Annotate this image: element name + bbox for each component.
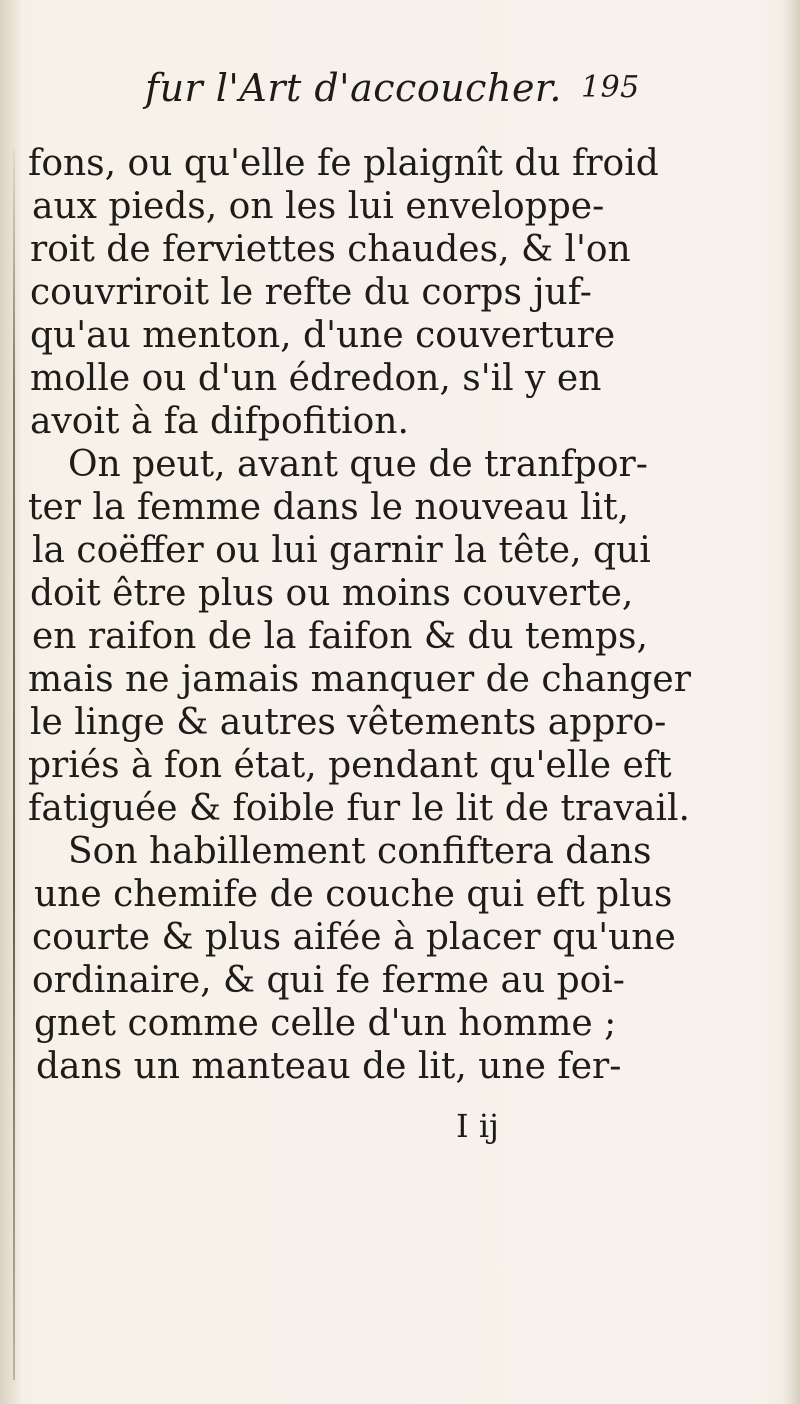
text-line: mais ne jamais manquer de changer: [28, 659, 691, 700]
text-line: en raifon de la faifon & du temps,: [32, 616, 648, 657]
text-line: doit être plus ou moins couverte,: [30, 573, 634, 614]
page-number: 195: [581, 70, 640, 105]
text-line: ordinaire, & qui fe ferme au poi-: [32, 960, 625, 1001]
running-header: [145, 66, 665, 126]
text-line: qu'au menton, d'une couverture: [30, 315, 616, 356]
paragraph-start-line: On peut, avant que de tranfpor-: [68, 444, 648, 485]
paragraph-start-line: Son habillement confiftera dans: [68, 831, 652, 872]
text-line: molle ou d'un édredon, s'il y en: [30, 358, 602, 399]
gutter-shadow-line: [13, 150, 15, 1380]
text-line: aux pieds, on les lui enveloppe-: [32, 186, 605, 227]
page-right-edge: [782, 0, 800, 1404]
text-line: dans un manteau de lit, une fer-: [36, 1046, 622, 1087]
text-line: priés à fon état, pendant qu'elle eft: [28, 745, 672, 786]
text-line: couvriroit le refte du corps juf-: [30, 272, 592, 313]
body-text: [28, 142, 691, 1088]
text-line: roit de ferviettes chaudes, & l'on: [30, 229, 631, 270]
binding-gutter: [0, 0, 22, 1404]
text-line: fatiguée & foible fur le lit de travail.: [28, 788, 690, 829]
text-line: fons, ou qu'elle fe plaignît du froid: [28, 143, 659, 184]
signature-mark: I ij: [456, 1107, 499, 1145]
text-line: courte & plus aifée à placer qu'une: [32, 917, 676, 958]
text-line: le linge & autres vêtements appro-: [30, 702, 667, 743]
text-line: avoit à fa difpofition.: [30, 401, 409, 442]
text-line: une chemife de couche qui eft plus: [34, 874, 673, 915]
running-title: fur l'Art d'accoucher.: [145, 66, 562, 110]
text-line: gnet comme celle d'un homme ;: [34, 1003, 617, 1044]
text-line: ter la femme dans le nouveau lit,: [28, 487, 630, 528]
text-line: la coëffer ou lui garnir la tête, qui: [32, 530, 651, 571]
